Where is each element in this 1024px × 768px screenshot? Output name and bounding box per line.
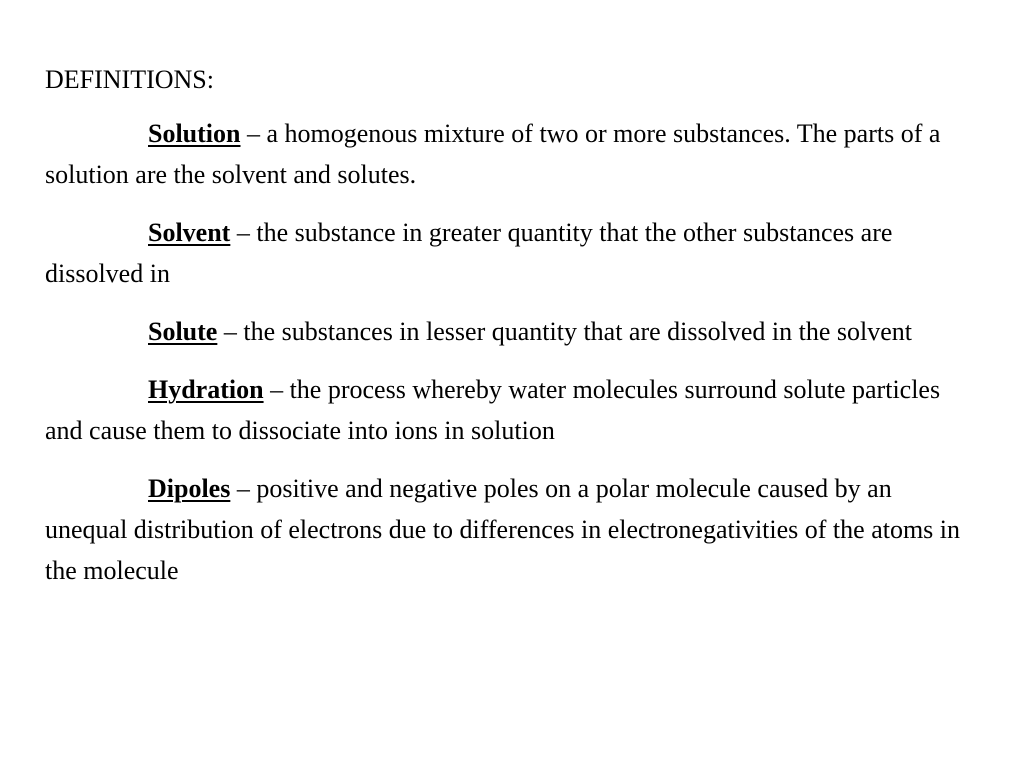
definitions-heading: DEFINITIONS:	[45, 65, 214, 94]
definition-solvent	[45, 212, 975, 294]
definition-term: Solution	[148, 119, 241, 148]
definition-text: – the process whereby water molecules surround solute particles and cause them to dissociate into ions in solution	[45, 375, 941, 445]
definition-dipoles	[45, 468, 975, 591]
definition-hydration	[45, 369, 975, 451]
definition-term: Hydration	[148, 375, 264, 404]
definition-term: Solute	[148, 317, 218, 346]
definition-solution	[45, 113, 975, 195]
definition-term: Solvent	[148, 218, 231, 247]
definition-text: – positive and negative poles on a polar molecule caused by an unequal distribution of electrons due to differences in electronegativities of the atoms in the molecule	[45, 474, 961, 585]
slide-content	[45, 63, 975, 608]
definition-solute	[45, 311, 975, 352]
definition-term: Dipoles	[148, 474, 231, 503]
definition-text: – a homogenous mixture of two or more substances. The parts of a solution are the solvent and solutes.	[45, 119, 941, 189]
definition-text: – the substance in greater quantity that the other substances are dissolved in	[45, 218, 893, 288]
definition-text: – the substances in lesser quantity that are dissolved in the solvent	[217, 317, 912, 346]
